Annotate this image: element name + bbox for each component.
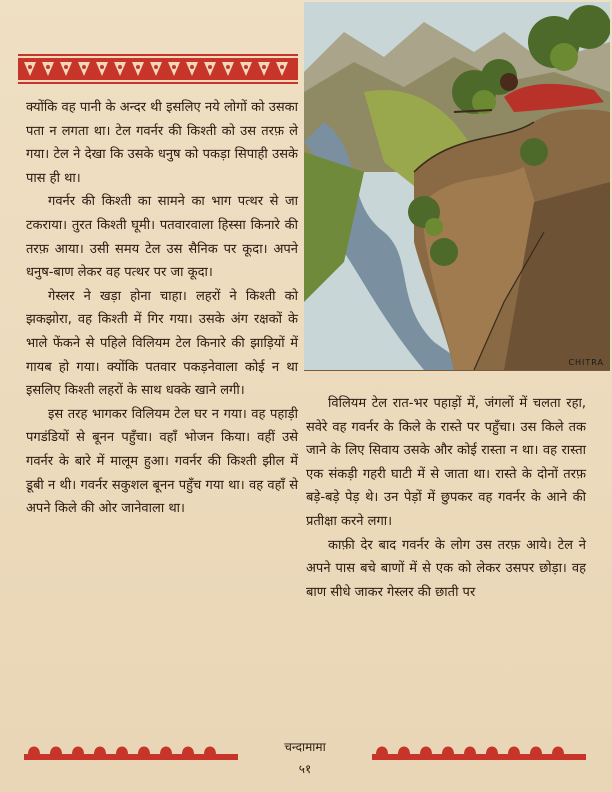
footer-ornament-right (372, 736, 586, 762)
artist-signature: CHITRA (568, 358, 604, 367)
left-column (26, 96, 298, 521)
illustration (304, 2, 610, 371)
mountain-scene-illustration (304, 2, 610, 370)
ornamental-border (18, 54, 298, 84)
paragraph: क्योंकि वह पानी के अन्दर थी इसलिए नये लोगों को उसका पता न लगता था। टेल गवर्नर की किश्ती को उस तरफ़ ले गया। टेल ने देखा कि उसके धनुष को पकड़ा सिपाही उसके पास ही था। (26, 100, 298, 186)
paragraph: इस तरह भागकर विलियम टेल घर न गया। वह पहाड़ी पगडंडियों से बूनन पहुँचा। वहाँ भोजन किया। वहीं उसे गवर्नर के बारे में मालूम हुआ। गवर्नर की किश्ती झील में डूबी न थी। गवर्नर सकुशल बूनन पहुँच गया था। वह वहाँ से अपने किले की ओर जानेवाला था। (26, 406, 298, 517)
right-column (306, 392, 586, 604)
paragraph: विलियम टेल रात-भर पहाड़ों में, जंगलों में चलता रहा, सवेरे वह गवर्नर के किले के रास्ते पर पहुँचा। उस किले तक जाने के लिए सिवाय उसके और कोई रास्ता न था। वह रास्ता एक संकड़ी गहरी घाटी में से जाता था। रास्ते के दोनों तरफ़ बड़े-बड़े पेड़ थे। उन पेड़ों में छुपकर वह गवर्नर के आने की प्रतीक्षा करने लगा। (306, 396, 586, 529)
page-number: ५१ (298, 762, 312, 776)
paragraph: काफ़ी देर बाद गवर्नर के लोग उस तरफ़ आये। टेल ने अपने पास बचे बाणों में से एक को लेकर उसपर छोड़ा। वह बाण सीधे जाकर गेस्लर की छाती पर (306, 537, 586, 600)
magazine-title: चन्दामामा (284, 740, 326, 754)
footer-ornament-left (24, 736, 238, 762)
paragraph: गवर्नर की किश्ती का सामने का भाग पत्थर से जा टकराया। तुरत किश्ती घूमी। पतवारवाला हिस्सा किनारे की तरफ़ आया। उसी समय टेल उस सैनिक पर कूदा। अपने धनुष-बाण लेकर वह पत्थर पर जा कूदा। (26, 194, 298, 281)
paragraph: गेस्लर ने खड़ा होना चाहा। लहरों ने किश्ती को झकझोरा, वह किश्ती में गिर गया। उसके अंग रक्षकों के भाले फेंकने से पहिले विलियम टेल किनारे की झाड़ियों में गायब हो गया। क्योंकि पतवार पकड़नेवाला कोई न था इसलिए किश्ती लहरों के साथ धक्के खाने लगी। (26, 288, 298, 399)
